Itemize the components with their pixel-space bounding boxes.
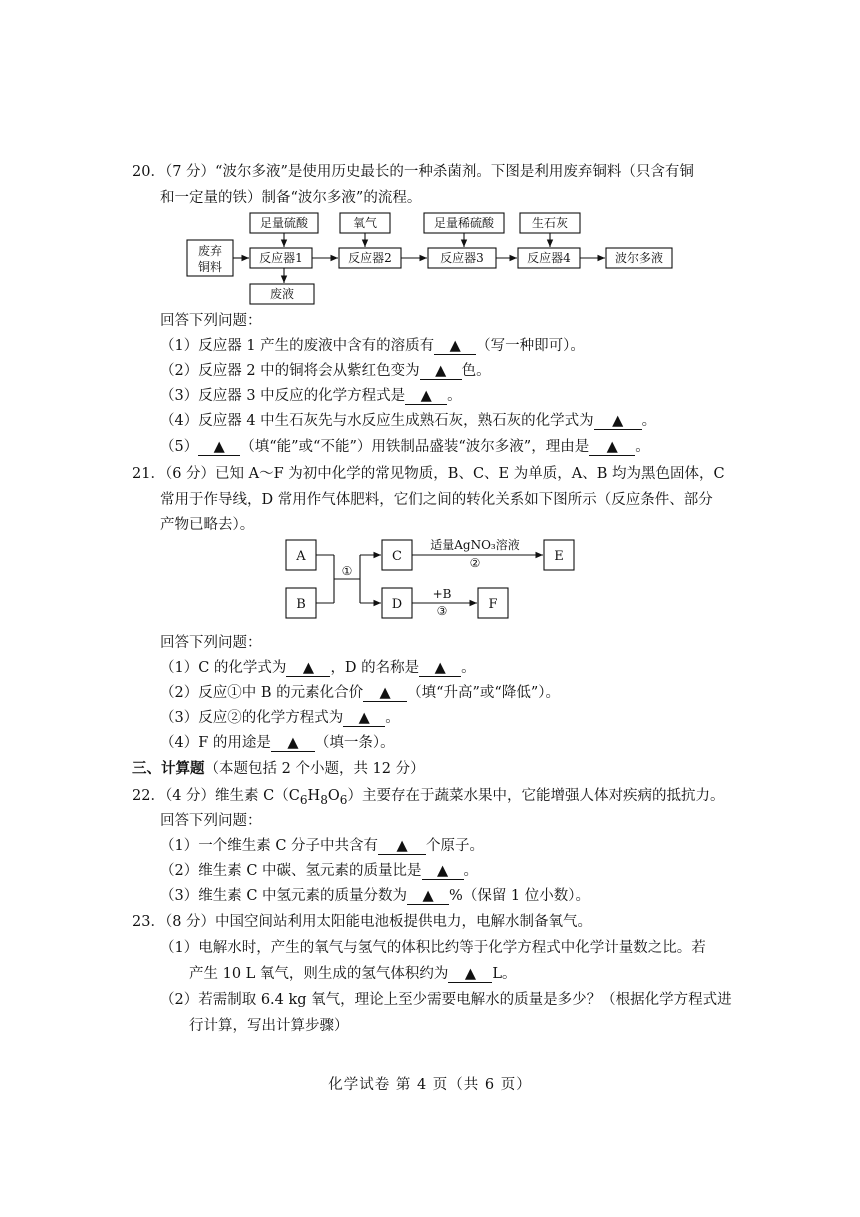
q21-line2: 常用于作导线，D 常用作气体肥料，它们之间的转化关系如下图所示（反应条件、部分 [160,492,713,508]
q21-sub2-tail: （填“升高”或“降低”）。 [407,685,561,701]
q20-sub2-text: （2）反应器 2 中的铜将会从紫红色变为 [160,363,420,379]
answer-blank[interactable]: ▲ [589,439,635,456]
q21-sub4-text: （4）F 的用途是 [160,735,271,751]
flow-r2: 反应器2 [348,251,392,265]
step-2: ② [469,556,481,570]
q20-line2: 和一定量的铁）制备“波尔多液”的流程。 [160,190,422,206]
q22-sub1-tail: 个原子。 [426,838,485,854]
q20-sub4-tail: 。 [641,413,657,429]
q20-line1: 20．（7 分）“波尔多液”是使用历史最长的一种杀菌剂。下图是利用废弃铜料（只含有铜 [132,164,694,180]
q20-sub5-tail: 。 [635,439,650,455]
flow-r3: 反应器3 [440,251,484,265]
q21-sub2-text: （2）反应①中 B 的元素化合价 [160,685,364,701]
label-c: C [392,549,402,564]
q22-sub3-tail: %（保留 1 位小数）。 [449,888,591,904]
answer-blank[interactable]: ▲ [434,338,476,355]
q23-sub1-line2 [189,964,517,984]
q20-sub4-text: （4）反应器 4 中生石灰先与水反应生成熟石灰，熟石灰的化学式为 [160,413,594,429]
answer-blank[interactable]: ▲ [422,863,464,880]
answer-blank[interactable]: ▲ [343,710,385,727]
q20-sub5 [160,437,650,457]
answer-blank[interactable]: ▲ [378,838,426,855]
q20-sub2 [160,361,491,381]
flow-in1: 足量硫酸 [259,216,309,230]
q22-stem-tail: ）主要存在于蔬菜水果中，它能增强人体对疾病的抵抗力。 [347,788,725,804]
q21-sub1-tail: 。 [461,660,476,676]
flow-r4: 反应器4 [527,251,571,265]
q20-intro: 回答下列问题： [160,313,262,329]
formula-o: O [327,788,340,804]
section-note: （本题包括 2 个小题，共 12 分） [204,761,425,777]
answer-blank[interactable]: ▲ [419,660,461,677]
flow-in4: 生石灰 [531,216,569,230]
q23-sub1-text: 产生 10 L 氧气，则生成的氢气体积约为 [189,966,449,982]
q20-sub3 [160,386,462,406]
label-f: F [488,597,498,612]
flow-src2: 铜料 [197,260,223,274]
label-e: E [554,549,564,564]
q23-sub1-line1: （1）电解水时，产生的氧气与氢气的体积比约等于化学方程式中化学计量数之比。若 [160,940,706,956]
answer-blank[interactable]: ▲ [405,388,447,405]
q21-sub1 [160,658,476,678]
section-title: 三、计算题 [132,760,205,777]
flow-src1: 废弃 [197,244,223,258]
flow-r1: 反应器1 [259,251,303,265]
q21-relation-diagram [280,535,590,625]
q21-sub1-text: （1）C 的化学式为 [160,660,287,676]
reagent-3: +B [432,587,452,601]
q22-sub1-text: （1）一个维生素 C 分子中共含有 [160,838,379,854]
label-d: D [391,597,403,612]
q22-line1 [132,786,724,810]
q21-sub3 [160,708,400,728]
formula-sub: 8 [320,792,328,807]
answer-blank[interactable]: ▲ [198,439,240,456]
q20-sub5-text: （填“能”或“不能”）用铁制品盛装“波尔多液”，理由是 [240,439,590,455]
label-a: A [296,549,306,564]
answer-blank[interactable]: ▲ [286,660,330,677]
q21-sub4-tail: （填一条）。 [314,735,395,751]
q21-sub3-tail: 。 [385,710,400,726]
q20-sub1 [160,336,585,356]
q20-sub2-tail: 色。 [461,363,491,379]
q20-sub1-text: （1）反应器 1 产生的废液中含有的溶质有 [160,338,435,354]
q22-intro: 回答下列问题： [160,813,262,829]
flow-waste: 废液 [269,287,295,301]
q20-sub3-text: （3）反应器 3 中反应的化学方程式是 [160,388,406,404]
q20-sub5-num: （5） [160,439,199,455]
q20-sub3-tail: 。 [447,388,462,404]
flow-product: 波尔多液 [614,251,664,265]
q22-sub2 [160,861,478,881]
step-1: ① [341,564,353,578]
flow-in2: 氧气 [352,216,378,230]
q23-line1: 23．（8 分）中国空间站利用太阳能电池板提供电力，电解水制备氧气。 [132,914,593,930]
page-footer: 化学试卷 第 4 页（共 6 页） [328,1077,532,1093]
q21-sub4 [160,733,395,753]
formula-sub: 6 [299,792,308,807]
answer-blank[interactable]: ▲ [271,735,315,752]
formula-h: H [307,788,321,804]
step-3: ③ [436,604,448,618]
q23-sub2-line2: 行计算，写出计算步骤） [189,1018,349,1034]
q22-sub2-tail: 。 [463,863,479,879]
q23-sub2-line1: （2）若需制取 6.4 kg 氧气，理论上至少需要电解水的质量是多少？（根据化学方程式进 [160,992,732,1008]
q23-sub1-tail: L。 [492,966,517,982]
q20-flow-diagram [180,208,680,308]
q21-sub3-text: （3）反应②的化学方程式为 [160,710,344,726]
answer-blank[interactable]: ▲ [448,966,492,983]
q20-sub1-tail: （写一种即可）。 [476,338,585,354]
answer-blank[interactable]: ▲ [594,413,642,430]
q22-sub3-text: （3）维生素 C 中氢元素的质量分数为 [160,888,408,904]
q21-line1: 21．（6 分）已知 A～F 为初中化学的常见物质，B、C、E 为单质，A、B 均为黑色固体，C [132,466,725,482]
q21-intro: 回答下列问题： [160,635,262,651]
formula-sub: 6 [339,792,348,807]
answer-blank[interactable]: ▲ [363,685,407,702]
q21-sub1-mid: ，D 的名称是 [330,660,420,676]
section-heading [132,759,425,779]
q21-sub2 [160,683,560,703]
q22-sub1 [160,836,484,856]
q22-sub2-text: （2）维生素 C 中碳、氢元素的质量比是 [160,863,422,879]
answer-blank[interactable]: ▲ [420,363,462,380]
q22-stem: 22．（4 分）维生素 C（C [132,788,300,804]
reagent-2: 适量AgNO₃溶液 [430,538,520,552]
label-b: B [296,597,306,612]
q21-line3: 产物已略去）。 [160,517,255,533]
q20-sub4 [160,411,656,431]
q22-sub3 [160,886,590,906]
flow-in3: 足量稀硫酸 [433,216,495,230]
answer-blank[interactable]: ▲ [407,888,449,905]
